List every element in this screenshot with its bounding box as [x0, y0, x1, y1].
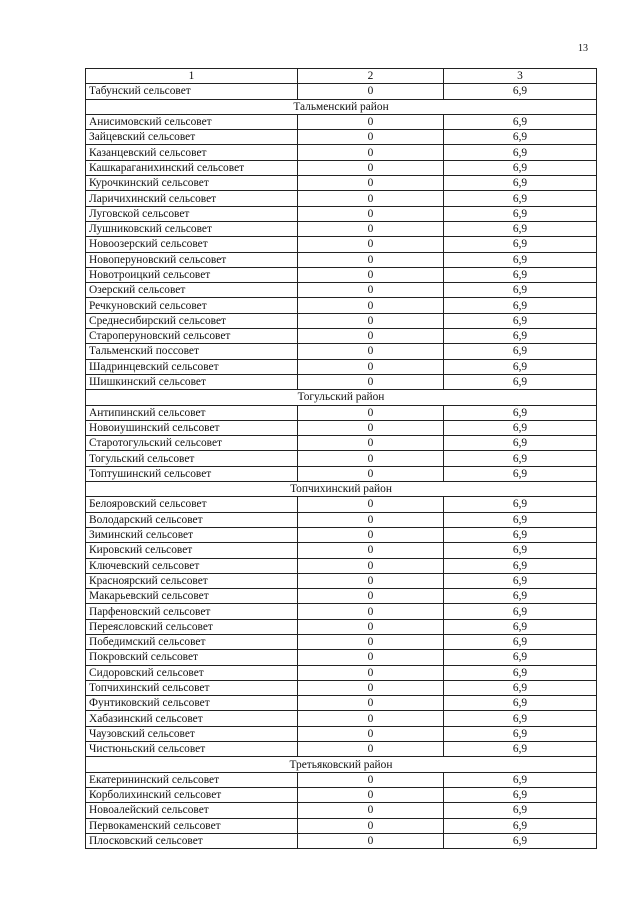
column-3-value-cell: 6,9 — [444, 359, 597, 374]
district-row — [86, 99, 597, 114]
column-2-value-cell: 0 — [298, 527, 444, 542]
column-3-value-cell: 6,9 — [444, 573, 597, 588]
table-row — [86, 237, 597, 252]
table-row — [86, 696, 597, 711]
table-row — [86, 84, 597, 99]
column-2-value-cell: 0 — [298, 619, 444, 634]
column-2-value-cell: 0 — [298, 833, 444, 848]
settlement-name-cell: Сидоровский сельсовет — [86, 665, 298, 680]
column-3-value-cell: 6,9 — [444, 619, 597, 634]
table-row — [86, 359, 597, 374]
column-2-value-cell: 0 — [298, 298, 444, 313]
table-row — [86, 604, 597, 619]
table-row — [86, 160, 597, 175]
column-2-value-cell: 0 — [298, 374, 444, 389]
settlement-name-cell: Первокаменский сельсовет — [86, 818, 298, 833]
settlement-name-cell: Макарьевский сельсовет — [86, 589, 298, 604]
settlement-name-cell: Новоозерский сельсовет — [86, 237, 298, 252]
settlement-name-cell: Красноярский сельсовет — [86, 573, 298, 588]
column-3-value-cell: 6,9 — [444, 84, 597, 99]
column-2-value-cell: 0 — [298, 818, 444, 833]
district-name: Топчихинский район — [86, 482, 597, 497]
column-3-value-cell: 6,9 — [444, 711, 597, 726]
table-row — [86, 405, 597, 420]
column-3-value-cell: 6,9 — [444, 267, 597, 282]
settlement-name-cell: Речкуновский сельсовет — [86, 298, 298, 313]
column-2-value-cell: 0 — [298, 787, 444, 802]
settlement-name-cell: Хабазинский сельсовет — [86, 711, 298, 726]
settlement-name-cell: Ларичихинский сельсовет — [86, 191, 298, 206]
table-row — [86, 665, 597, 680]
settlement-name-cell: Новоперуновский сельсовет — [86, 252, 298, 267]
settlement-name-cell: Белояровский сельсовет — [86, 497, 298, 512]
column-3-value-cell: 6,9 — [444, 130, 597, 145]
column-2-value-cell: 0 — [298, 711, 444, 726]
column-2-value-cell: 0 — [298, 329, 444, 344]
table-row — [86, 206, 597, 221]
table-row — [86, 772, 597, 787]
page-number: 13 — [578, 43, 588, 54]
settlement-name-cell: Зиминский сельсовет — [86, 527, 298, 542]
column-2-value-cell: 0 — [298, 344, 444, 359]
table-row — [86, 803, 597, 818]
table-row — [86, 711, 597, 726]
column-3-value-cell: 6,9 — [444, 665, 597, 680]
table-row — [86, 191, 597, 206]
table-row — [86, 466, 597, 481]
column-2-value-cell: 0 — [298, 359, 444, 374]
column-2-value-cell: 0 — [298, 436, 444, 451]
table-row — [86, 527, 597, 542]
settlement-name-cell: Шишкинский сельсовет — [86, 374, 298, 389]
column-2-value-cell: 0 — [298, 726, 444, 741]
column-3-value-cell: 6,9 — [444, 497, 597, 512]
settlement-name-cell: Переясловский сельсовет — [86, 619, 298, 634]
table-row — [86, 573, 597, 588]
table-row — [86, 650, 597, 665]
settlement-name-cell: Плосковский сельсовет — [86, 833, 298, 848]
district-name: Тальменский район — [86, 99, 597, 114]
table-row — [86, 267, 597, 282]
district-row — [86, 757, 597, 772]
table-row — [86, 451, 597, 466]
table-row — [86, 818, 597, 833]
settlement-name-cell: Староперуновский сельсовет — [86, 329, 298, 344]
column-2-value-cell: 0 — [298, 665, 444, 680]
column-2-value-cell: 0 — [298, 466, 444, 481]
column-3-value-cell: 6,9 — [444, 512, 597, 527]
table-row — [86, 558, 597, 573]
column-2-value-cell: 0 — [298, 650, 444, 665]
column-3-value-cell: 6,9 — [444, 604, 597, 619]
settlement-name-cell: Чаузовский сельсовет — [86, 726, 298, 741]
table-row — [86, 374, 597, 389]
table-row — [86, 313, 597, 328]
column-2-value-cell: 0 — [298, 772, 444, 787]
column-2-value-cell: 0 — [298, 176, 444, 191]
table-row — [86, 512, 597, 527]
settlement-name-cell: Табунский сельсовет — [86, 84, 298, 99]
column-3-value-cell: 6,9 — [444, 833, 597, 848]
table-row — [86, 221, 597, 236]
column-2-value-cell: 0 — [298, 191, 444, 206]
column-3-value-cell: 6,9 — [444, 176, 597, 191]
column-3-value-cell: 6,9 — [444, 742, 597, 757]
column-3-value-cell: 6,9 — [444, 221, 597, 236]
column-2-value-cell: 0 — [298, 680, 444, 695]
settlement-name-cell: Топтушинский сельсовет — [86, 466, 298, 481]
column-2-value-cell: 0 — [298, 497, 444, 512]
settlement-name-cell: Новотроицкий сельсовет — [86, 267, 298, 282]
table-row — [86, 589, 597, 604]
settlement-name-cell: Володарский сельсовет — [86, 512, 298, 527]
column-3-value-cell: 6,9 — [444, 818, 597, 833]
header-row — [86, 69, 597, 84]
column-2-value-cell: 0 — [298, 405, 444, 420]
table-row — [86, 145, 597, 160]
column-3-value-cell: 6,9 — [444, 634, 597, 649]
column-3-value-cell: 6,9 — [444, 726, 597, 741]
table-body — [86, 84, 597, 849]
table-row — [86, 543, 597, 558]
column-3-value-cell: 6,9 — [444, 405, 597, 420]
column-3-value-cell: 6,9 — [444, 283, 597, 298]
column-3-value-cell: 6,9 — [444, 237, 597, 252]
column-3-value-cell: 6,9 — [444, 114, 597, 129]
settlement-name-cell: Среднесибирский сельсовет — [86, 313, 298, 328]
table-row — [86, 252, 597, 267]
column-2-value-cell: 0 — [298, 634, 444, 649]
column-header-3: 3 — [444, 69, 597, 84]
table-row — [86, 130, 597, 145]
table-row — [86, 833, 597, 848]
settlement-name-cell: Старотогульский сельсовет — [86, 436, 298, 451]
district-name: Тогульский район — [86, 390, 597, 405]
settlement-name-cell: Победимский сельсовет — [86, 634, 298, 649]
settlement-name-cell: Топчихинский сельсовет — [86, 680, 298, 695]
table-row — [86, 344, 597, 359]
table-row — [86, 634, 597, 649]
settlement-name-cell: Лушниковский сельсовет — [86, 221, 298, 236]
column-2-value-cell: 0 — [298, 543, 444, 558]
settlement-name-cell: Кашкараганихинский сельсовет — [86, 160, 298, 175]
column-3-value-cell: 6,9 — [444, 145, 597, 160]
table-row — [86, 298, 597, 313]
column-3-value-cell: 6,9 — [444, 527, 597, 542]
table-row — [86, 114, 597, 129]
column-2-value-cell: 0 — [298, 573, 444, 588]
table-row — [86, 436, 597, 451]
column-3-value-cell: 6,9 — [444, 650, 597, 665]
column-2-value-cell: 0 — [298, 696, 444, 711]
column-3-value-cell: 6,9 — [444, 680, 597, 695]
column-3-value-cell: 6,9 — [444, 344, 597, 359]
table-row — [86, 329, 597, 344]
column-3-value-cell: 6,9 — [444, 374, 597, 389]
column-2-value-cell: 0 — [298, 742, 444, 757]
column-2-value-cell: 0 — [298, 237, 444, 252]
column-2-value-cell: 0 — [298, 283, 444, 298]
settlement-name-cell: Ключевский сельсовет — [86, 558, 298, 573]
column-3-value-cell: 6,9 — [444, 420, 597, 435]
column-2-value-cell: 0 — [298, 512, 444, 527]
column-3-value-cell: 6,9 — [444, 329, 597, 344]
table-row — [86, 742, 597, 757]
column-2-value-cell: 0 — [298, 267, 444, 282]
column-2-value-cell: 0 — [298, 313, 444, 328]
column-3-value-cell: 6,9 — [444, 696, 597, 711]
column-3-value-cell: 6,9 — [444, 191, 597, 206]
settlement-name-cell: Новоиушинский сельсовет — [86, 420, 298, 435]
column-3-value-cell: 6,9 — [444, 313, 597, 328]
column-3-value-cell: 6,9 — [444, 298, 597, 313]
column-3-value-cell: 6,9 — [444, 436, 597, 451]
column-2-value-cell: 0 — [298, 252, 444, 267]
column-2-value-cell: 0 — [298, 558, 444, 573]
column-header-1: 1 — [86, 69, 298, 84]
settlement-name-cell: Курочкинский сельсовет — [86, 176, 298, 191]
column-3-value-cell: 6,9 — [444, 558, 597, 573]
column-3-value-cell: 6,9 — [444, 466, 597, 481]
settlement-name-cell: Корболихинский сельсовет — [86, 787, 298, 802]
settlement-name-cell: Антипинский сельсовет — [86, 405, 298, 420]
column-2-value-cell: 0 — [298, 84, 444, 99]
column-3-value-cell: 6,9 — [444, 160, 597, 175]
settlement-name-cell: Шадринцевский сельсовет — [86, 359, 298, 374]
settlement-name-cell: Кировский сельсовет — [86, 543, 298, 558]
column-3-value-cell: 6,9 — [444, 206, 597, 221]
settlement-name-cell: Зайцевский сельсовет — [86, 130, 298, 145]
settlement-name-cell: Новоалейский сельсовет — [86, 803, 298, 818]
column-header-2: 2 — [298, 69, 444, 84]
settlement-name-cell: Парфеновский сельсовет — [86, 604, 298, 619]
column-2-value-cell: 0 — [298, 160, 444, 175]
settlement-name-cell: Луговской сельсовет — [86, 206, 298, 221]
district-row — [86, 482, 597, 497]
column-2-value-cell: 0 — [298, 130, 444, 145]
column-3-value-cell: 6,9 — [444, 803, 597, 818]
column-2-value-cell: 0 — [298, 604, 444, 619]
column-2-value-cell: 0 — [298, 221, 444, 236]
settlement-name-cell: Фунтиковский сельсовет — [86, 696, 298, 711]
column-3-value-cell: 6,9 — [444, 252, 597, 267]
settlement-name-cell: Екатерининский сельсовет — [86, 772, 298, 787]
table-row — [86, 680, 597, 695]
settlement-name-cell: Озерский сельсовет — [86, 283, 298, 298]
column-2-value-cell: 0 — [298, 803, 444, 818]
table-row — [86, 726, 597, 741]
settlement-name-cell: Покровский сельсовет — [86, 650, 298, 665]
column-2-value-cell: 0 — [298, 206, 444, 221]
table-row — [86, 176, 597, 191]
table-row — [86, 787, 597, 802]
table-row — [86, 619, 597, 634]
table-row — [86, 283, 597, 298]
table-row — [86, 420, 597, 435]
table-row — [86, 497, 597, 512]
column-3-value-cell: 6,9 — [444, 787, 597, 802]
column-2-value-cell: 0 — [298, 114, 444, 129]
settlement-name-cell: Казанцевский сельсовет — [86, 145, 298, 160]
column-2-value-cell: 0 — [298, 145, 444, 160]
settlement-name-cell: Чистюньский сельсовет — [86, 742, 298, 757]
settlement-name-cell: Тогульский сельсовет — [86, 451, 298, 466]
district-name: Третьяковский район — [86, 757, 597, 772]
column-2-value-cell: 0 — [298, 420, 444, 435]
settlement-name-cell: Анисимовский сельсовет — [86, 114, 298, 129]
column-3-value-cell: 6,9 — [444, 543, 597, 558]
column-2-value-cell: 0 — [298, 589, 444, 604]
data-table — [85, 68, 597, 849]
settlement-name-cell: Тальменский поссовет — [86, 344, 298, 359]
district-row — [86, 390, 597, 405]
column-3-value-cell: 6,9 — [444, 772, 597, 787]
column-2-value-cell: 0 — [298, 451, 444, 466]
column-3-value-cell: 6,9 — [444, 451, 597, 466]
column-3-value-cell: 6,9 — [444, 589, 597, 604]
